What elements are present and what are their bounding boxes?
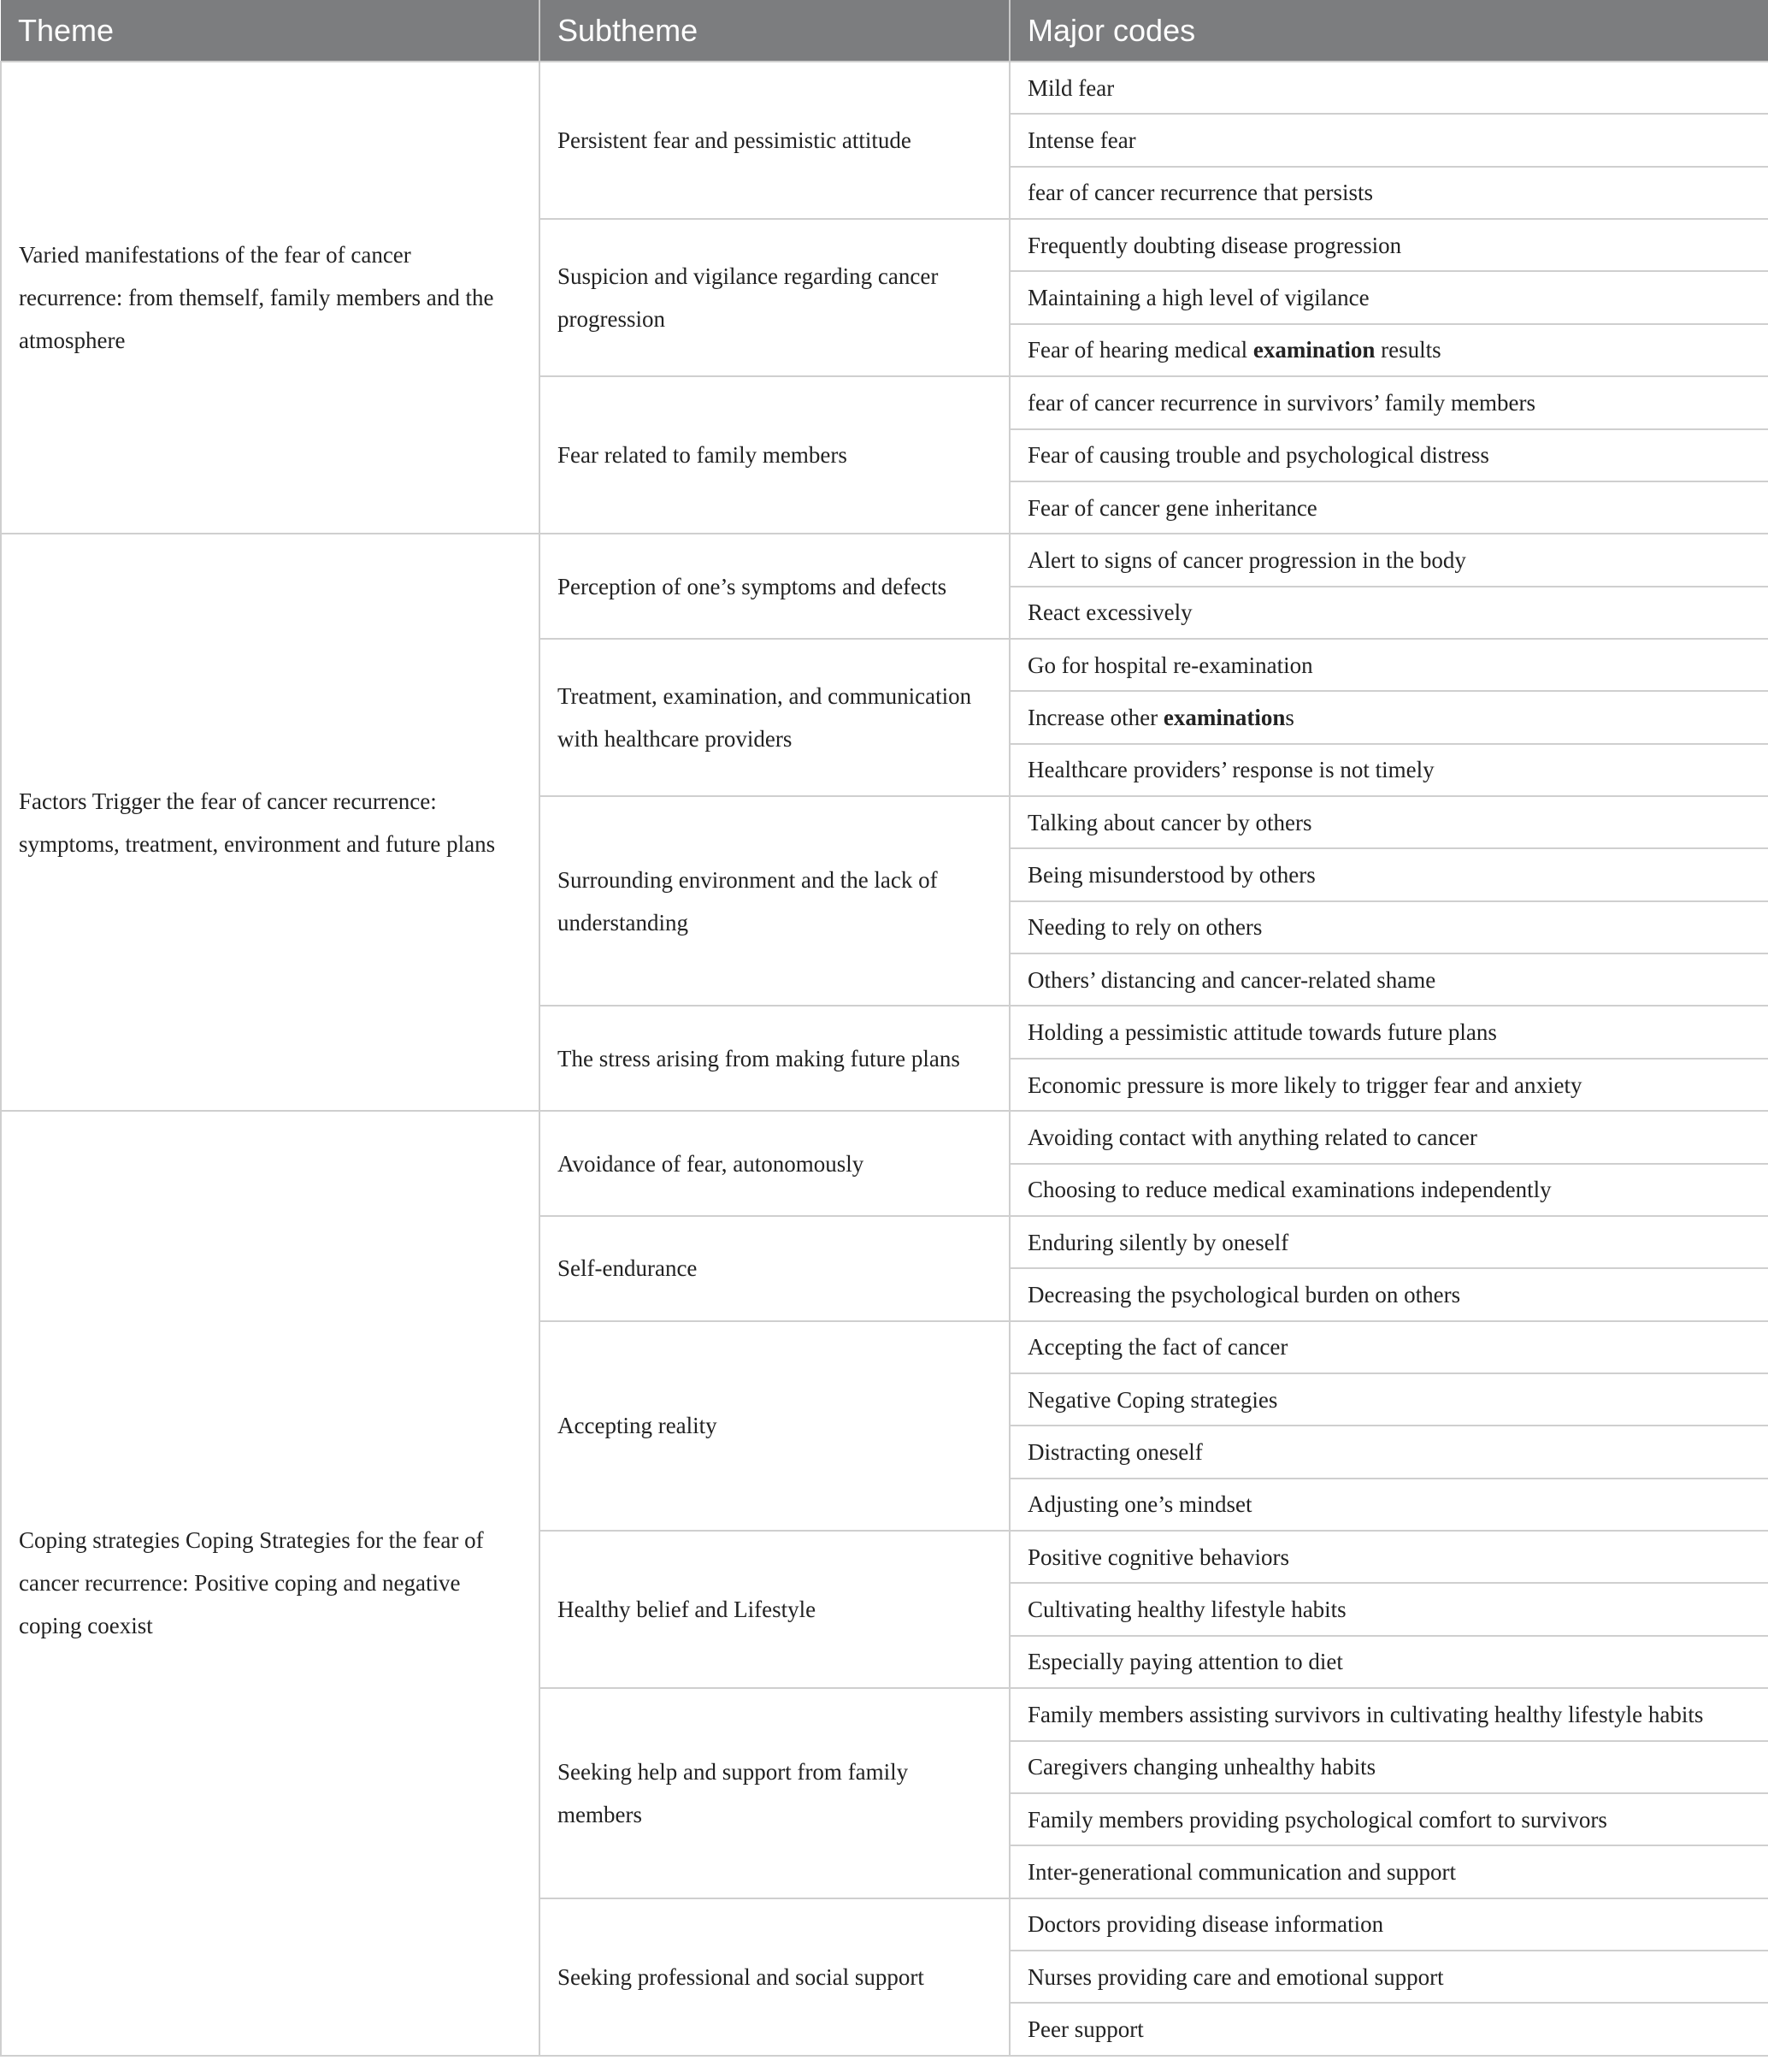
code-text: Increase other	[1028, 704, 1164, 730]
subtheme-cell: Avoidance of fear, autonomously	[539, 1111, 1010, 1216]
major-code-cell: Especially paying attention to diet	[1010, 1636, 1768, 1688]
theme-cell: Coping strategies Coping Strategies for the fear of cancer recurrence: Positive coping and negative coping coexist	[1, 1111, 539, 2055]
subtheme-cell: Seeking professional and social support	[539, 1898, 1010, 2056]
major-code-cell: Inter-generational communication and support	[1010, 1845, 1768, 1898]
subtheme-cell: Self-endurance	[539, 1216, 1010, 1321]
major-code-cell: Intense fear	[1010, 114, 1768, 166]
theme-cell: Factors Trigger the fear of cancer recurrence: symptoms, treatment, environment and future plans	[1, 534, 539, 1111]
major-code-cell: Doctors providing disease information	[1010, 1898, 1768, 1951]
major-code-cell: Others’ distancing and cancer-related shame	[1010, 953, 1768, 1006]
header-major-codes: Major codes	[1010, 0, 1768, 62]
major-code-cell: Alert to signs of cancer progression in the body	[1010, 534, 1768, 586]
major-code-cell: Maintaining a high level of vigilance	[1010, 271, 1768, 323]
major-code-cell: Distracting oneself	[1010, 1426, 1768, 1478]
major-code-cell: Holding a pessimistic attitude towards future plans	[1010, 1006, 1768, 1058]
major-code-cell	[1010, 691, 1768, 743]
subtheme-cell: Treatment, examination, and communication with healthcare providers	[539, 639, 1010, 796]
subtheme-cell: Accepting reality	[539, 1321, 1010, 1531]
code-text-suffix: s	[1285, 704, 1294, 730]
major-code-cell: Family members assisting survivors in cultivating healthy lifestyle habits	[1010, 1688, 1768, 1740]
header-subtheme: Subtheme	[539, 0, 1010, 62]
major-code-cell: Accepting the fact of cancer	[1010, 1321, 1768, 1373]
major-code-cell: fear of cancer recurrence that persists	[1010, 167, 1768, 219]
code-text-suffix: results	[1375, 337, 1441, 363]
major-code-cell: Adjusting one’s mindset	[1010, 1479, 1768, 1531]
major-code-cell	[1010, 324, 1768, 376]
code-emphasis: examination	[1252, 337, 1376, 363]
subtheme-cell: Healthy belief and Lifestyle	[539, 1531, 1010, 1688]
major-code-cell: Needing to rely on others	[1010, 901, 1768, 953]
subtheme-cell: Persistent fear and pessimistic attitude	[539, 62, 1010, 219]
subtheme-cell: The stress arising from making future plans	[539, 1006, 1010, 1111]
header-row	[1, 0, 1768, 62]
table-row	[1, 534, 1768, 586]
major-code-cell: Cultivating healthy lifestyle habits	[1010, 1583, 1768, 1635]
table-body	[1, 62, 1768, 2056]
major-code-cell: Family members providing psychological comfort to survivors	[1010, 1793, 1768, 1845]
subtheme-cell: Suspicion and vigilance regarding cancer progression	[539, 219, 1010, 376]
major-code-cell: Healthcare providers’ response is not timely	[1010, 744, 1768, 796]
major-code-cell: Frequently doubting disease progression	[1010, 219, 1768, 271]
major-code-cell: Caregivers changing unhealthy habits	[1010, 1741, 1768, 1793]
subtheme-cell: Surrounding environment and the lack of understanding	[539, 796, 1010, 1006]
major-code-cell: Peer support	[1010, 2003, 1768, 2055]
major-code-cell: Fear of causing trouble and psychological distress	[1010, 429, 1768, 481]
major-code-cell: Decreasing the psychological burden on others	[1010, 1268, 1768, 1320]
major-code-cell: Go for hospital re-examination	[1010, 639, 1768, 691]
table-row	[1, 62, 1768, 114]
major-code-cell: Choosing to reduce medical examinations independently	[1010, 1164, 1768, 1216]
subtheme-cell: Fear related to family members	[539, 376, 1010, 534]
major-code-cell: Talking about cancer by others	[1010, 796, 1768, 848]
major-code-cell: Negative Coping strategies	[1010, 1373, 1768, 1426]
major-code-cell: Enduring silently by oneself	[1010, 1216, 1768, 1268]
major-code-cell: Fear of cancer gene inheritance	[1010, 481, 1768, 534]
major-code-cell: Avoiding contact with anything related to cancer	[1010, 1111, 1768, 1163]
major-code-cell: Nurses providing care and emotional support	[1010, 1951, 1768, 2003]
major-code-cell: Economic pressure is more likely to trigger fear and anxiety	[1010, 1059, 1768, 1111]
code-emphasis: examination	[1163, 704, 1286, 730]
subtheme-cell: Seeking help and support from family members	[539, 1688, 1010, 1898]
major-code-cell: Mild fear	[1010, 62, 1768, 114]
major-code-cell: fear of cancer recurrence in survivors’ family members	[1010, 376, 1768, 428]
table-header	[1, 0, 1768, 62]
major-code-cell: React excessively	[1010, 587, 1768, 639]
header-theme: Theme	[1, 0, 539, 62]
major-code-cell: Positive cognitive behaviors	[1010, 1531, 1768, 1583]
theme-cell: Varied manifestations of the fear of cancer recurrence: from themself, family members and the atmosphere	[1, 62, 539, 534]
table-row	[1, 1111, 1768, 1163]
major-code-cell: Being misunderstood by others	[1010, 848, 1768, 900]
code-text: Fear of hearing medical	[1028, 337, 1253, 363]
subtheme-cell: Perception of one’s symptoms and defects	[539, 534, 1010, 639]
